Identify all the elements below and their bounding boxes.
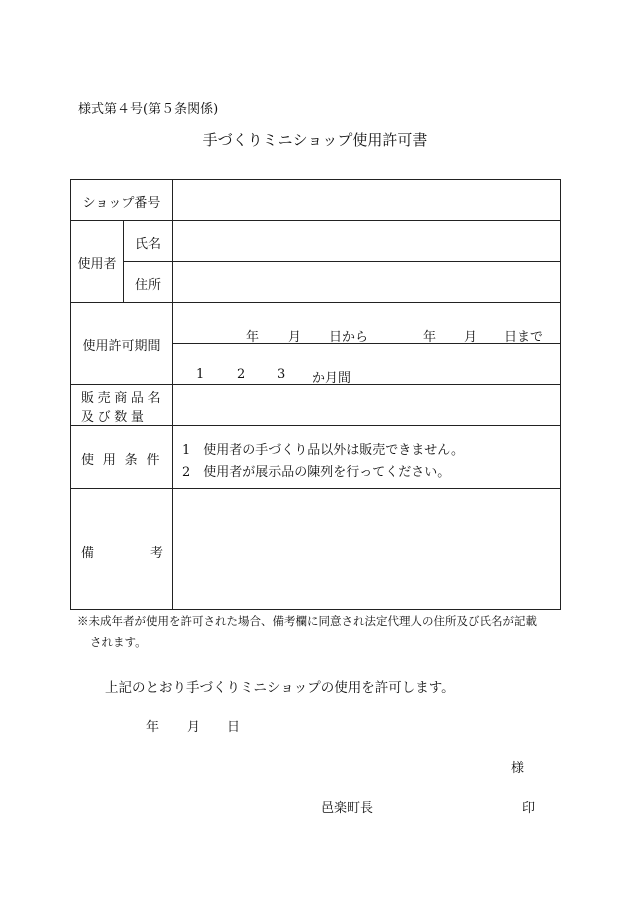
table-border-bottom: [70, 609, 561, 610]
duration-unit: か月間: [312, 371, 352, 386]
duration-option-2: 2: [237, 367, 246, 382]
row-divider: [70, 425, 561, 426]
page-title: 手づくりミニショップ使用許可書: [202, 131, 428, 149]
period-start-year: 年: [246, 330, 260, 345]
duration-option-3: 3: [277, 367, 286, 382]
issuer-title: 邑楽町長: [321, 801, 374, 816]
remarks-label-1: 備: [81, 546, 95, 561]
label-column-divider: [172, 179, 173, 610]
row-divider: [70, 302, 561, 303]
table-border-right: [560, 179, 561, 610]
recipient-suffix: 様: [511, 761, 525, 776]
product-label-line1: 販売商品名: [81, 391, 165, 406]
shop-number-label: ショップ番号: [82, 196, 161, 211]
period-start-day: 日から: [329, 330, 369, 345]
period-end-year: 年: [423, 330, 437, 345]
period-label: 使用許可期間: [82, 339, 161, 354]
row-divider: [123, 261, 561, 262]
remarks-label-2: 考: [150, 546, 164, 561]
date-day: 日: [227, 720, 241, 735]
name-label: 氏名: [134, 237, 161, 252]
date-year: 年: [146, 720, 160, 735]
form-number: 様式第４号(第５条関係): [78, 102, 219, 117]
row-divider: [70, 488, 561, 489]
date-month: 月: [187, 720, 201, 735]
note-line-1: ※未成年者が使用を許可された場合、備考欄に同意され法定代理人の住所及び氏名が記載: [77, 614, 537, 628]
user-label: 使用者: [77, 257, 117, 272]
period-end-month: 月: [464, 330, 478, 345]
conditions-label: 使用条件: [81, 453, 169, 468]
product-label-line2: 及び数量: [81, 410, 148, 425]
period-start-month: 月: [288, 330, 302, 345]
table-border-left: [70, 179, 71, 610]
duration-option-1: 1: [196, 367, 205, 382]
note-line-2: されます。: [90, 635, 147, 649]
seal-mark: 印: [522, 801, 536, 816]
condition-2: 2 使用者が展示品の陳列を行ってください。: [182, 465, 451, 480]
row-divider: [70, 220, 561, 221]
table-border-top: [70, 179, 561, 180]
period-end-day: 日まで: [504, 330, 544, 345]
permit-statement: 上記のとおり手づくりミニショップの使用を許可します。: [105, 680, 455, 696]
condition-1: 1 使用者の手づくり品以外は販売できません。: [182, 443, 465, 458]
address-label: 住所: [134, 278, 161, 293]
